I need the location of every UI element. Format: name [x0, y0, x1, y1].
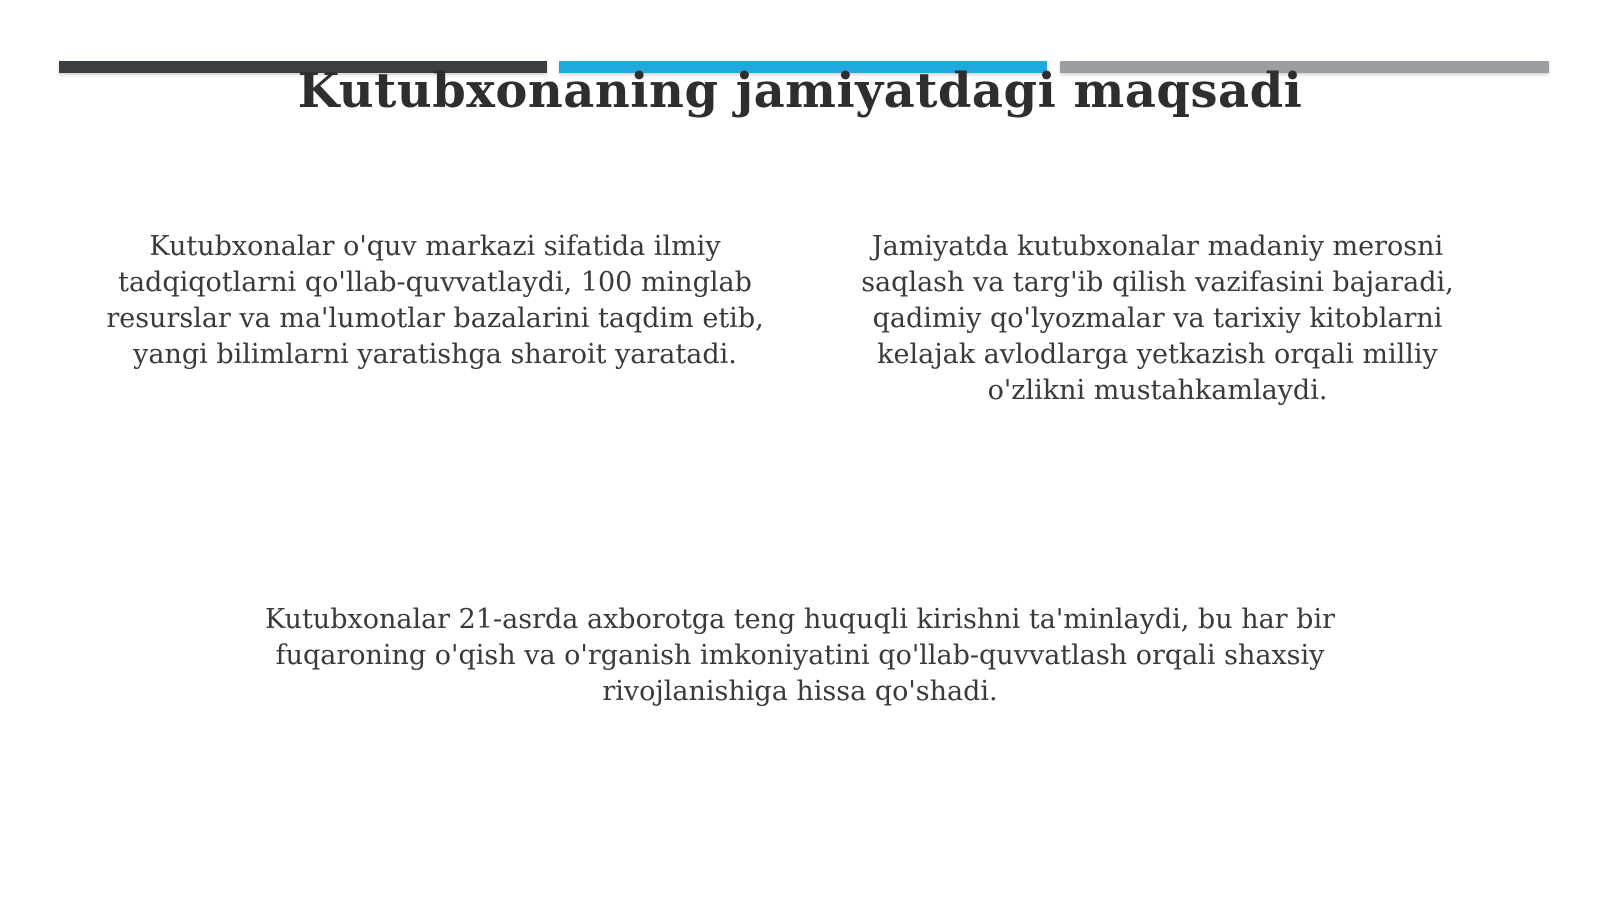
paragraph-bottom: Kutubxonalar 21-asrda axborotga teng huquqli kirishni ta'minlaydi, bu har bir fuqaroning o'qish va o'rganish imkoniyatini qo'llab-quvvatlash orqali shaxsiy rivojlanishiga hissa qo'shadi. — [264, 604, 1335, 707]
paragraph-left: Kutubxonalar o'quv markazi sifatida ilmiy tadqiqotlarni qo'llab-quvvatlaydi, 100 minglab resurslar va ma'lumotlar bazalarini taqdim etib, yangi bilimlarni yaratishga sharoit yaratadi. — [106, 231, 764, 370]
paragraph-right: Jamiyatda kutubxonalar madaniy merosni saqlash va targ'ib qilish vazifasini bajaradi, qadimiy qo'lyozmalar va tarixiy kitoblarni kelajak avlodlarga yetkazish orqali milliy o'zlikni mustahkamlaydi. — [861, 231, 1454, 406]
slide-title: Kutubxonaning jamiyatdagi maqsadi — [297, 63, 1303, 119]
